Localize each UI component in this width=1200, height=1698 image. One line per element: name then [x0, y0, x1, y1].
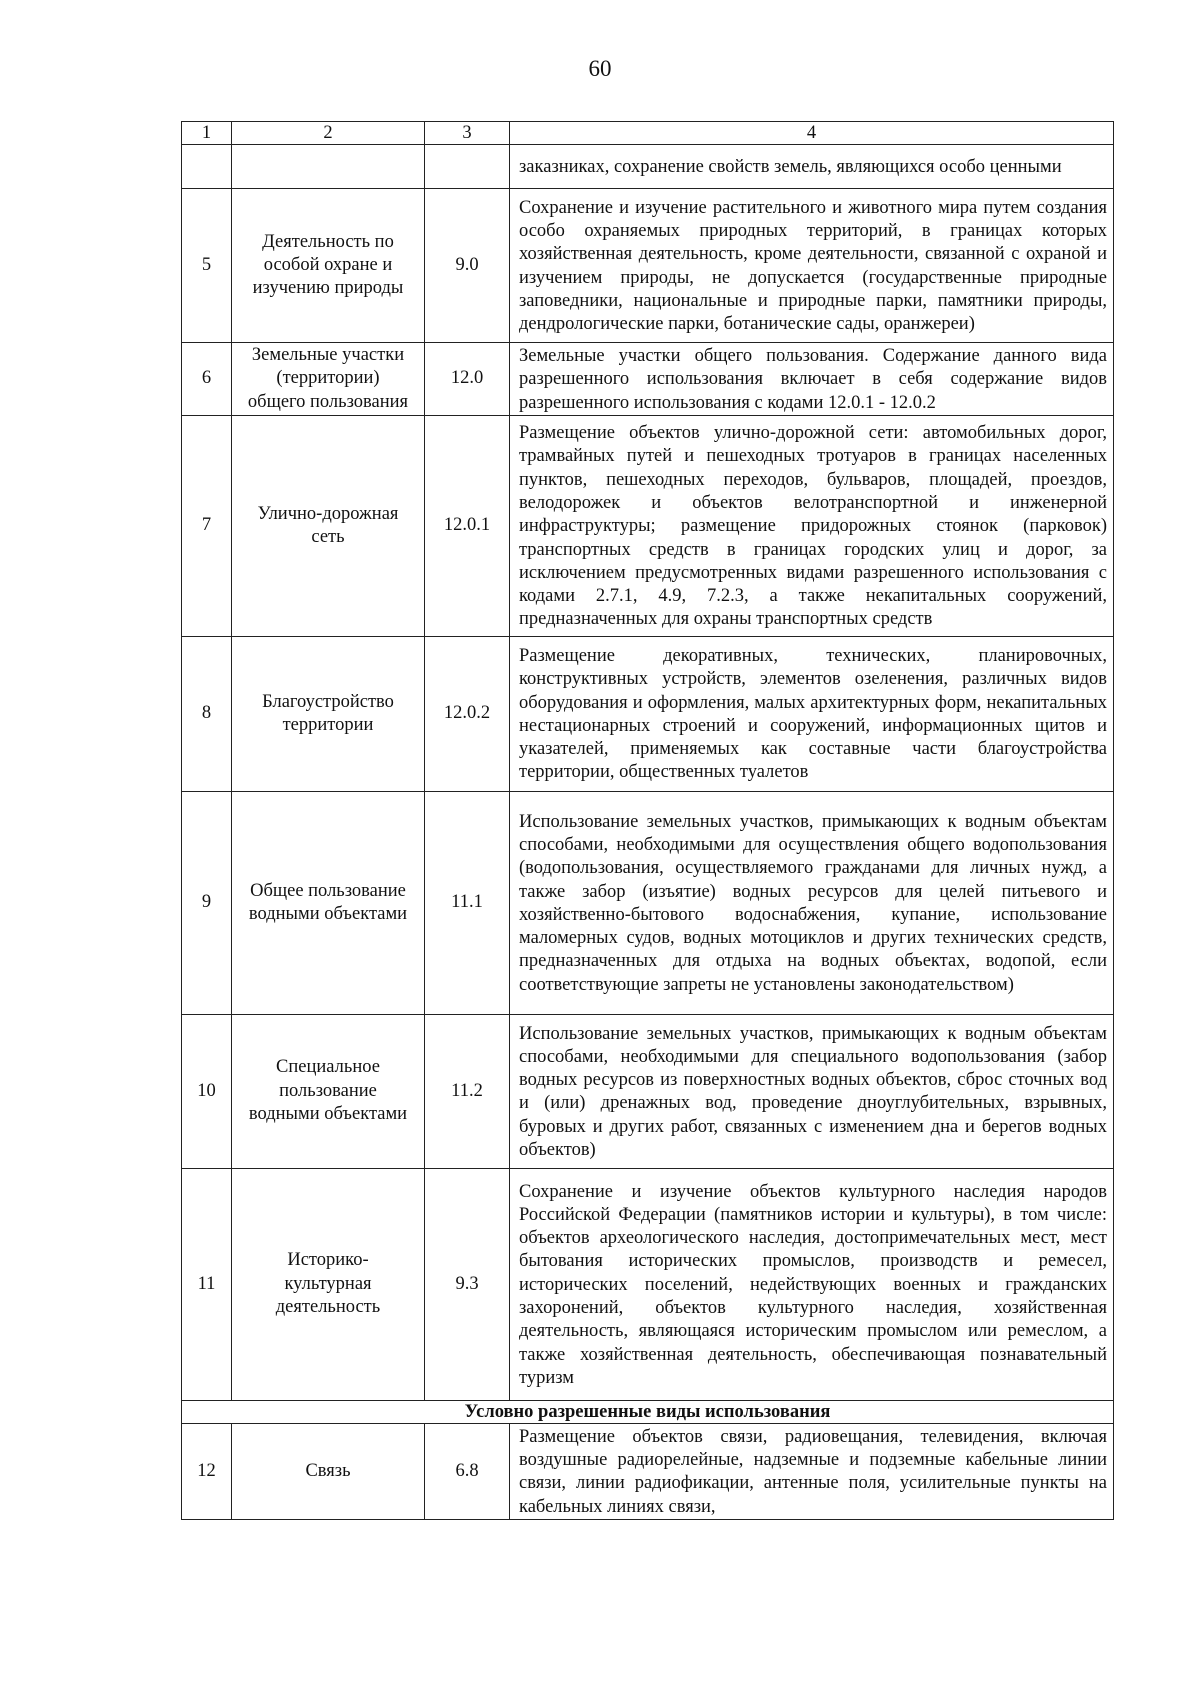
column-header: 2 [232, 122, 425, 145]
row-number-text: 8 [201, 703, 212, 724]
row-number [182, 415, 232, 636]
row-number [182, 343, 232, 416]
row-name-text: Специальное пользование водными объектами [248, 1057, 408, 1125]
row-description [510, 343, 1114, 416]
row-number [182, 189, 232, 343]
row-number [182, 1014, 232, 1168]
table-row [182, 145, 1114, 189]
table-row [182, 343, 1114, 416]
row-number [182, 1423, 232, 1519]
column-header: 3 [425, 122, 510, 145]
row-name [232, 1423, 425, 1519]
row-number [182, 145, 232, 189]
row-code-text: 12.0.2 [443, 703, 491, 724]
row-name [232, 1168, 425, 1400]
row-name-text: Улично-дорожная сеть [257, 503, 399, 547]
row-description [510, 189, 1114, 343]
row-description [510, 791, 1114, 1014]
table-row [182, 636, 1114, 791]
row-description-text: Размещение объектов улично-дорожной сети: автомобильных дорог, трамвайных путей и пешеходных тротуаров в границах населенных пунктов, пешеходных переходов, бульваров, площадей, проездов, велодорожек и объектов велотранспортной и инженерной инфраструктуры; размещение придорожных стоянок (парковок) транспортных средств в границах городских улиц и дорог, за исключением предусмотренных видами разрешенного использования с кодами 2.7.1, 4.9, 7.2.3, а также некапитальных сооружений, предназначенных для охраны транспортных средств [519, 423, 1107, 630]
row-code [425, 343, 510, 416]
row-code [425, 1423, 510, 1519]
row-number-text: 6 [201, 368, 212, 389]
row-name-text: Деятельность по особой охране и изучению природы [252, 231, 404, 299]
section-title: Условно разрешенные виды использования [182, 1400, 1114, 1423]
row-description-text: Сохранение и изучение растительного и животного мира путем создания особо охраняемых природных территорий, в границах которых хозяйственная деятельность, кроме деятельности, связанной с охраной и изучением природы, не допускается (государственные природные заповедники, национальные и природные парки, памятники природы, дендрологические парки, ботанические сады, оранжереи) [519, 197, 1107, 335]
row-name [232, 636, 425, 791]
row-name-text: Общее пользование водными объектами [248, 880, 408, 924]
row-description-text: Использование земельных участков, примыкающих к водным объектам способами, необходимыми для осуществления общего водопользования (водопользования, осуществляемого гражданами для личных нужд, а также забор (изъятие) водных ресурсов для целей питьевого и хозяйственно-бытового водоснабжения, купание, использование маломерных судов, водных мотоциклов и других технических средств, предназначенных для отдыха на водных объектах, водопой, если соответствующие запреты не установлены законодательством) [519, 811, 1107, 995]
column-header: 1 [182, 122, 232, 145]
row-description [510, 1014, 1114, 1168]
row-code-text: 12.0.1 [443, 515, 491, 536]
row-code-text: 9.0 [455, 254, 479, 275]
row-description [510, 1168, 1114, 1400]
row-name-text: Историко- культурная деятельность [275, 1250, 381, 1318]
row-name-text: Благоустройство территории [262, 691, 394, 735]
table-row [182, 415, 1114, 636]
row-name-text: Связь [305, 1460, 351, 1481]
row-description [510, 415, 1114, 636]
table-row [182, 189, 1114, 343]
page-number: 60 [588, 56, 612, 81]
row-number-text: 5 [201, 254, 212, 275]
row-description [510, 1423, 1114, 1519]
row-number-text: 9 [201, 892, 212, 913]
row-name [232, 189, 425, 343]
row-code [425, 1014, 510, 1168]
row-name [232, 415, 425, 636]
row-description [510, 145, 1114, 189]
row-code [425, 791, 510, 1014]
row-number [182, 1168, 232, 1400]
row-number-text: 11 [197, 1273, 216, 1294]
row-code [425, 189, 510, 343]
row-description-text: заказниках, сохранение свойств земель, являющихся особо ценными [519, 156, 1062, 177]
row-code [425, 636, 510, 791]
section-row [182, 1400, 1114, 1423]
row-number-text: 7 [201, 515, 212, 536]
row-number-text: 12 [197, 1460, 216, 1481]
table-header-row [182, 122, 1114, 145]
land-use-table [181, 121, 1114, 1520]
row-name [232, 791, 425, 1014]
row-description-text: Размещение декоративных, технических, планировочных, конструктивных устройств, элементов озеленения, различных видов оборудования и оформления, малых архитектурных форм, некапитальных нестационарных строений и сооружений, информационных щитов и указателей, применяемых как составные части благоустройства территории, общественных туалетов [519, 646, 1107, 783]
row-name [232, 145, 425, 189]
column-header: 4 [510, 122, 1114, 145]
table-row [182, 791, 1114, 1014]
row-code-text: 9.3 [455, 1273, 479, 1294]
row-name [232, 1014, 425, 1168]
row-code [425, 1168, 510, 1400]
table-row [182, 1168, 1114, 1400]
row-name-text: Земельные участки (территории) общего пользования [247, 345, 409, 412]
row-number-text: 10 [197, 1080, 216, 1101]
row-description-text: Использование земельных участков, примыкающих к водным объектам способами, необходимыми для специального водопользования (забор водных ресурсов из поверхностных водных объектов, сброс сточных вод и (или) дренажных вод, проведение дноуглубительных, взрывных, буровых и других работ, связанных с изменением дна и берегов водных объектов) [519, 1023, 1107, 1160]
row-description-text: Размещение объектов связи, радиовещания, телевидения, включая воздушные радиорелейные, надземные и подземные кабельные линии связи, линии радиофикации, антенные поля, усилительные пункты на кабельных линиях связи, [519, 1426, 1107, 1517]
row-number [182, 636, 232, 791]
row-code-text: 11.2 [451, 1080, 483, 1101]
row-code [425, 145, 510, 189]
row-name [232, 343, 425, 416]
table-row [182, 1423, 1114, 1519]
row-description-text: Земельные участки общего пользования. Содержание данного вида разрешенного использования включает в себя содержание видов разрешенного использования с кодами 12.0.1 - 12.0.2 [519, 346, 1107, 413]
row-description-text: Сохранение и изучение объектов культурного наследия народов Российской Федерации (памятников истории и культуры), в том числе: объектов археологического наследия, достопримечательных мест, мест бытования исторических промыслов, производств и ремесел, исторических поселений, недействующих военных и гражданских захоронений, объектов культурного наследия, хозяйственная деятельность, являющаяся историческим промыслом или ремеслом, а также хозяйственная деятельность, обеспечивающая познавательный туризм [519, 1181, 1107, 1388]
row-code-text: 12.0 [450, 368, 484, 389]
row-description [510, 636, 1114, 791]
row-code-text: 11.1 [451, 892, 483, 913]
row-number [182, 791, 232, 1014]
table-row [182, 1014, 1114, 1168]
row-code [425, 415, 510, 636]
row-code-text: 6.8 [455, 1460, 479, 1481]
